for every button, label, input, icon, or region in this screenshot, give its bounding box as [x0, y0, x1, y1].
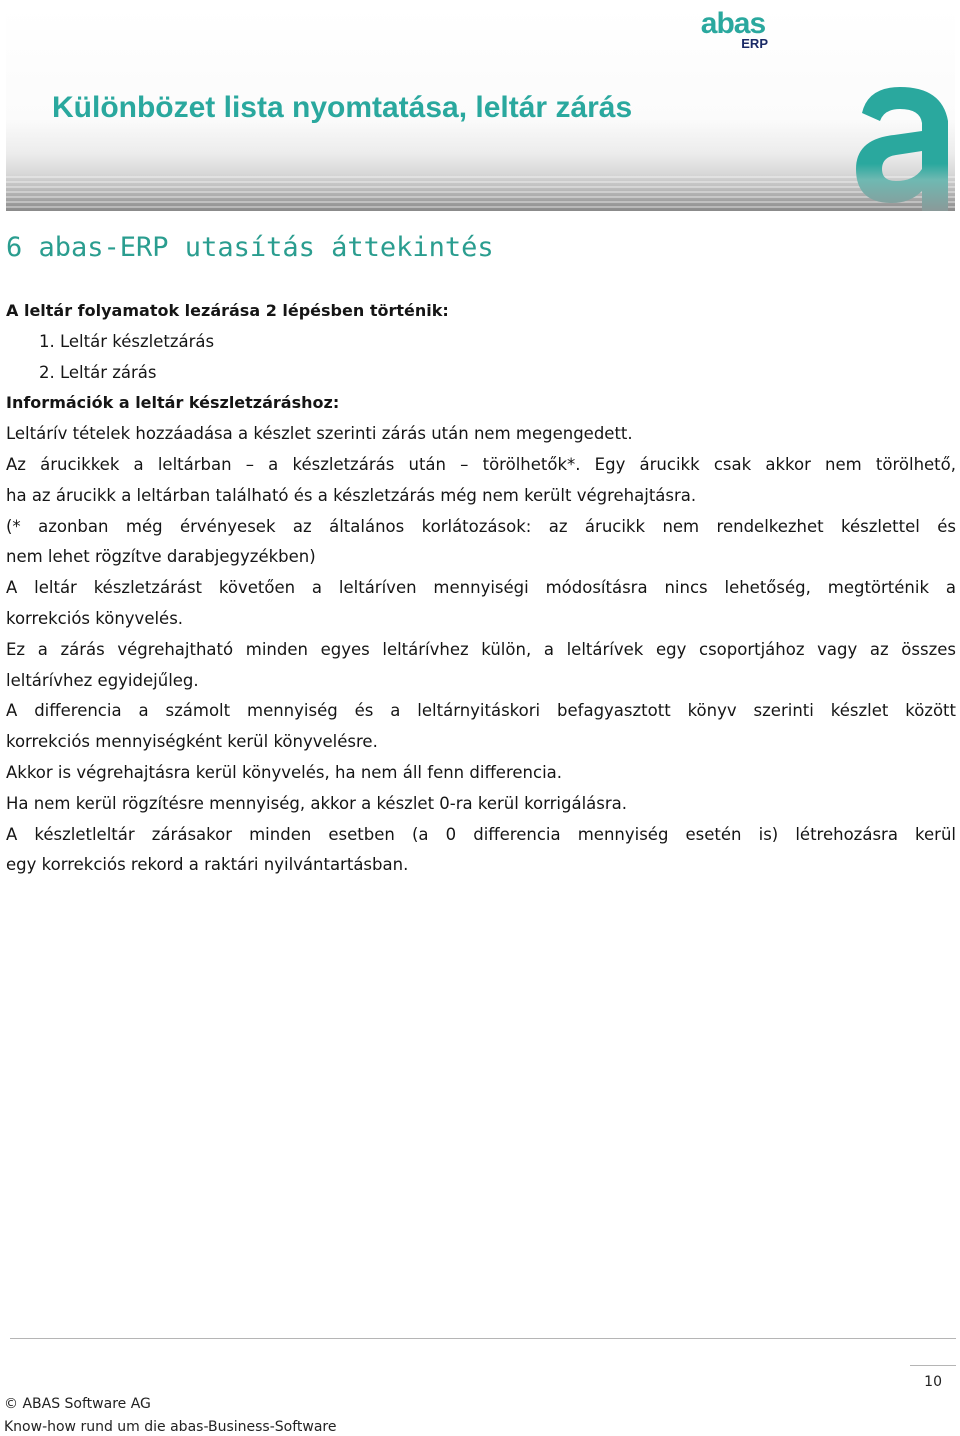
- footer-tagline: Know-how rund um die abas-Business-Software: [4, 1419, 337, 1435]
- abas-erp-logo: [692, 9, 774, 50]
- body-line: A készletleltár zárásakor minden esetben (a 0 differencia mennyiség esetén is) létrehozásra kerül: [6, 824, 956, 844]
- list-item: 2. Leltár zárás: [39, 362, 157, 382]
- page-title: Különbözet lista nyomtatása, leltár zárás: [52, 91, 633, 124]
- body-line: nem lehet rögzítve darabjegyzékben): [6, 547, 316, 567]
- body-text: [6, 296, 956, 881]
- page-number-divider: [910, 1365, 956, 1366]
- body-line: A leltár készletzárást követően a leltáríven mennyiségi módosításra nincs lehetőség, megtörténik a: [6, 578, 956, 598]
- body-line: (* azonban még érvényesek az általános korlátozások: az árucikk nem rendelkezhet készlettel és: [6, 516, 956, 536]
- body-line: ha az árucikk a leltárban található és a készletzárás még nem került végrehajtásra.: [6, 485, 697, 505]
- header-banner: [6, 7, 955, 211]
- body-line: Információk a leltár készletzáráshoz:: [6, 393, 340, 413]
- body-line: Az árucikkek a leltárban – a készletzárás után – törölhetők*. Egy árucikk csak akkor nem törölhető,: [6, 454, 956, 474]
- body-line: leltárívhez egyidejűleg.: [6, 670, 199, 690]
- page-number: 10: [924, 1374, 942, 1390]
- banner-stripes: [6, 173, 955, 211]
- body-line: korrekciós könyvelés.: [6, 608, 184, 628]
- footer-divider: [10, 1338, 956, 1339]
- body-line: A differencia a számolt mennyiség és a leltárnyitáskori befagyasztott könyv szerinti készlet között: [6, 701, 956, 721]
- section-heading: 6 abas-ERP utasítás áttekintés: [6, 232, 494, 263]
- body-line: Ha nem kerül rögzítésre mennyiség, akkor a készlet 0-ra kerül korrigálásra.: [6, 793, 628, 813]
- list-item: 1. Leltár készletzárás: [39, 331, 215, 351]
- body-line: A leltár folyamatok lezárása 2 lépésben történik:: [6, 301, 449, 320]
- body-line: korrekciós mennyiségként kerül könyvelésre.: [6, 732, 378, 752]
- body-line: Ez a zárás végrehajtható minden egyes leltárívhez külön, a leltárívek egy csoportjához vagy az összes: [6, 639, 956, 659]
- abas-a-logo-icon: [844, 79, 955, 211]
- body-line: Akkor is végrehajtásra kerül könyvelés, ha nem áll fenn differencia.: [6, 762, 563, 782]
- logo-erp-text: ERP: [741, 36, 768, 51]
- body-line: egy korrekciós rekord a raktári nyilvántartásban.: [6, 855, 409, 875]
- footer-copyright: © ABAS Software AG: [4, 1396, 151, 1412]
- logo-abas-text: abas: [700, 7, 766, 40]
- body-line: Leltárív tételek hozzáadása a készlet szerinti zárás után nem megengedett.: [6, 424, 633, 444]
